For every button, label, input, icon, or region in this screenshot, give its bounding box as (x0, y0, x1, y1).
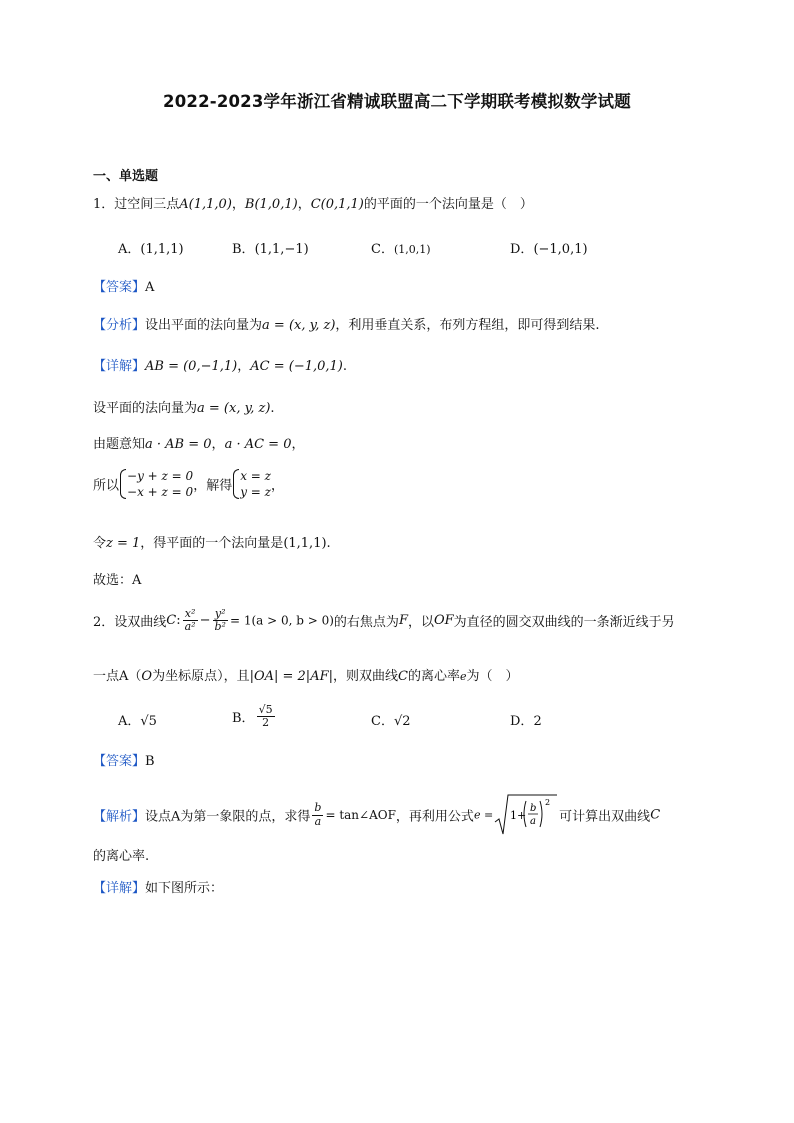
question-1-stem: 1．过空间三点A(1,1,0)，B(1,0,1)，C(0,1,1)的平面的一个法向量是（ ） (93, 197, 533, 212)
q1-option-d: D．(−1,0,1) (510, 242, 588, 257)
answer-tag: 【答案】 (93, 280, 146, 295)
question-2-stem-line-2: 一点A（O为坐标原点），且|OA| = 2|AF|，则双曲线C的离心率e为（ ） (93, 669, 519, 684)
q2-option-d: D．2 (510, 714, 542, 729)
q2-answer (93, 750, 155, 769)
q1-option-a: A．(1,1,1) (118, 242, 184, 257)
answer-value: A (145, 280, 155, 295)
svg-text:2: 2 (545, 798, 551, 807)
q1-step-2: 由题意知a · AB = 0，a · AC = 0， (93, 437, 305, 452)
answer-value: B (145, 754, 155, 769)
equation-system-1: −y + z = 0 −x + z = 0 (119, 468, 193, 500)
analysis-tag: 【分析】 (93, 318, 146, 333)
eccentricity-formula (493, 792, 559, 838)
fraction-y2-b2: $\frac{\text{y²}}{\text{b²}}$ (214, 607, 226, 634)
equation-system-2: x = z y = z (232, 468, 271, 500)
q2-option-c: C．√2 (371, 714, 411, 729)
question-2-stem: 2．设双曲线C: $\frac{\text{x²}}{\text{a²}}$ − $\frac{\text{y²}}{\text{b²}}$ = 1(a > 0, b > 0)的右焦点为F，以OF为直径的圆交双曲线的一条渐近线于另 (93, 607, 675, 634)
fraction-b-over-a: $\frac{b}{a}$ (314, 801, 322, 828)
vector-ac: AC = (−1,0,1) (250, 359, 343, 374)
point-c: C(0,1,1) (310, 197, 364, 212)
answer-tag: 【答案】 (93, 754, 146, 769)
q1-final: 故选：A (93, 573, 142, 588)
question-1-prefix: 1．过空间三点 (93, 197, 180, 212)
svg-text:b: b (530, 803, 537, 814)
analysis-tag: 【解析】 (93, 809, 146, 825)
q2-option-b: B． $\frac{√5}{2}$ (232, 703, 273, 730)
point-a: A(1,1,0) (179, 197, 232, 212)
q2-analysis: 【解析】设点A为第一象限的点，求得 $\frac{b}{a}$ = tan∠AOF，再利用公式e = 1+ b a 2 可计算出双曲线C (93, 792, 660, 838)
q1-answer (93, 276, 154, 295)
q1-analysis: 【分析】设出平面的法向量为a = (x, y, z)，利用垂直关系，布列方程组，即可得到结果. (93, 318, 600, 333)
vector-ab: AB = (0,−1,1) (145, 359, 238, 374)
svg-text:1+: 1+ (510, 809, 527, 822)
q2-option-a: A．√5 (118, 714, 157, 729)
q2-detail: 【详解】如下图所示： (93, 881, 224, 896)
q1-option-b: B．(1,1,−1) (232, 242, 309, 257)
fraction-sqrt5-over-2: $\frac{√5}{2}$ (258, 703, 273, 730)
q1-detail: 【详解】AB = (0,−1,1)，AC = (−1,0,1). (93, 359, 347, 374)
q2-analysis-line-2: 的离心率. (93, 849, 150, 864)
q1-step-1: 设平面的法向量为a = (x, y, z). (93, 401, 275, 416)
question-1-suffix: 的平面的一个法向量是（ ） (363, 197, 533, 212)
detail-tag: 【详解】 (93, 881, 146, 896)
document-title: 2022-2023学年浙江省精诚联盟高二下学期联考模拟数学试题 (163, 92, 631, 111)
point-b: B(1,0,1) (244, 197, 298, 212)
q1-step-4: 令z = 1，得平面的一个法向量是(1,1,1). (93, 536, 331, 551)
q1-option-c: C．(1,0,1) (371, 242, 431, 257)
detail-tag: 【详解】 (93, 359, 146, 374)
section-heading: 一、单选题 (93, 169, 159, 184)
fraction-x2-a2: $\frac{\text{x²}}{\text{a²}}$ (184, 607, 196, 634)
q1-step-3: 所以 −y + z = 0 −x + z = 0 ，解得 x = z y = z ， (93, 469, 285, 500)
svg-text:a: a (530, 816, 537, 827)
